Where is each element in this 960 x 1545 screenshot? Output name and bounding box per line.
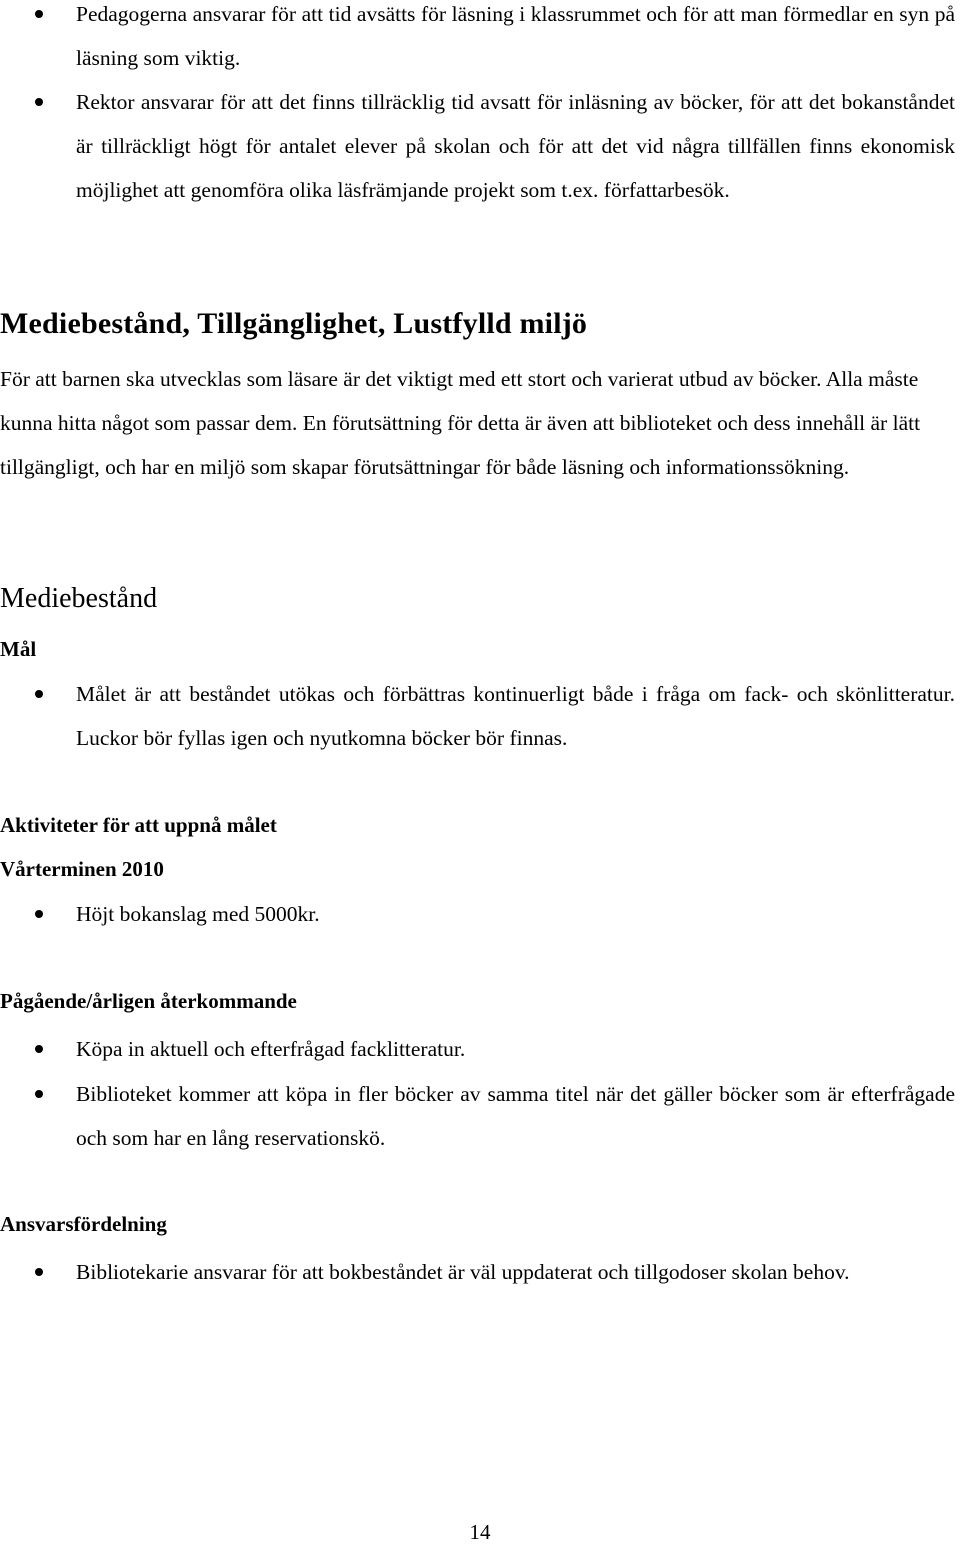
list-item-text: Köpa in aktuell och efterfrågad facklitteratur. [76,1037,466,1061]
subheading: Mediebestånd [0,583,158,614]
list-item-text: Målet är att beståndet utökas och förbättras kontinuerligt både i fråga om fack- och skönlitteratur. Luckor bör fyllas igen och nyutkomna böcker bör finnas. [76,682,955,750]
goal-heading: Mål [0,637,37,661]
section-heading: Mediebestånd, Tillgänglighet, Lustfylld miljö [0,307,588,340]
section-paragraph: För att barnen ska utvecklas som läsare är det viktigt med ett stort och varierat utbud av böcker. Alla måste kunna hitta något som passar dem. En förutsättning för detta är även att biblioteket och dess innehåll är lätt tillgängligt, och har en miljö som skapar förutsättningar för både läsning och informationssökning. [0,367,921,479]
ongoing-heading: Pågående/årligen återkommande [0,989,297,1013]
list-item-text: Rektor ansvarar för att det finns tillräcklig tid avsatt för inläsning av böcker, för att det bokanståndet är tillräckligt högt för antalet elever på skolan och för att det vid några tillfällen finns ekonomisk möjlighet att genomföra olika läsfrämjande projekt som t.ex. författarbesök. [76,90,955,202]
list-item-text: Pedagogerna ansvarar för att tid avsätts för läsning i klassrummet och för att man förmedlar en syn på läsning som viktig. [76,2,955,70]
responsibility-heading: Ansvarsfördelning [0,1212,167,1236]
bullet-icon [35,10,43,18]
activities-heading: Aktiviteter för att uppnå målet [0,813,277,837]
list-item-text: Bibliotekarie ansvarar för att bokbeståndet är väl uppdaterat och tillgodoser skolan behov. [76,1260,850,1284]
page-number: 14 [469,1520,491,1544]
bullet-icon [35,690,43,698]
bullet-icon [35,1268,43,1276]
bullet-icon [35,1090,43,1098]
bullet-icon [35,98,43,106]
list-item-text: Biblioteket kommer att köpa in fler böcker av samma titel när det gäller böcker som är efterfrågade och som har en lång reservationskö. [76,1082,955,1150]
bullet-icon [35,910,43,918]
list-item-text: Höjt bokanslag med 5000kr. [76,902,320,926]
bullet-icon [35,1045,43,1053]
spring-heading: Vårterminen 2010 [0,857,164,881]
